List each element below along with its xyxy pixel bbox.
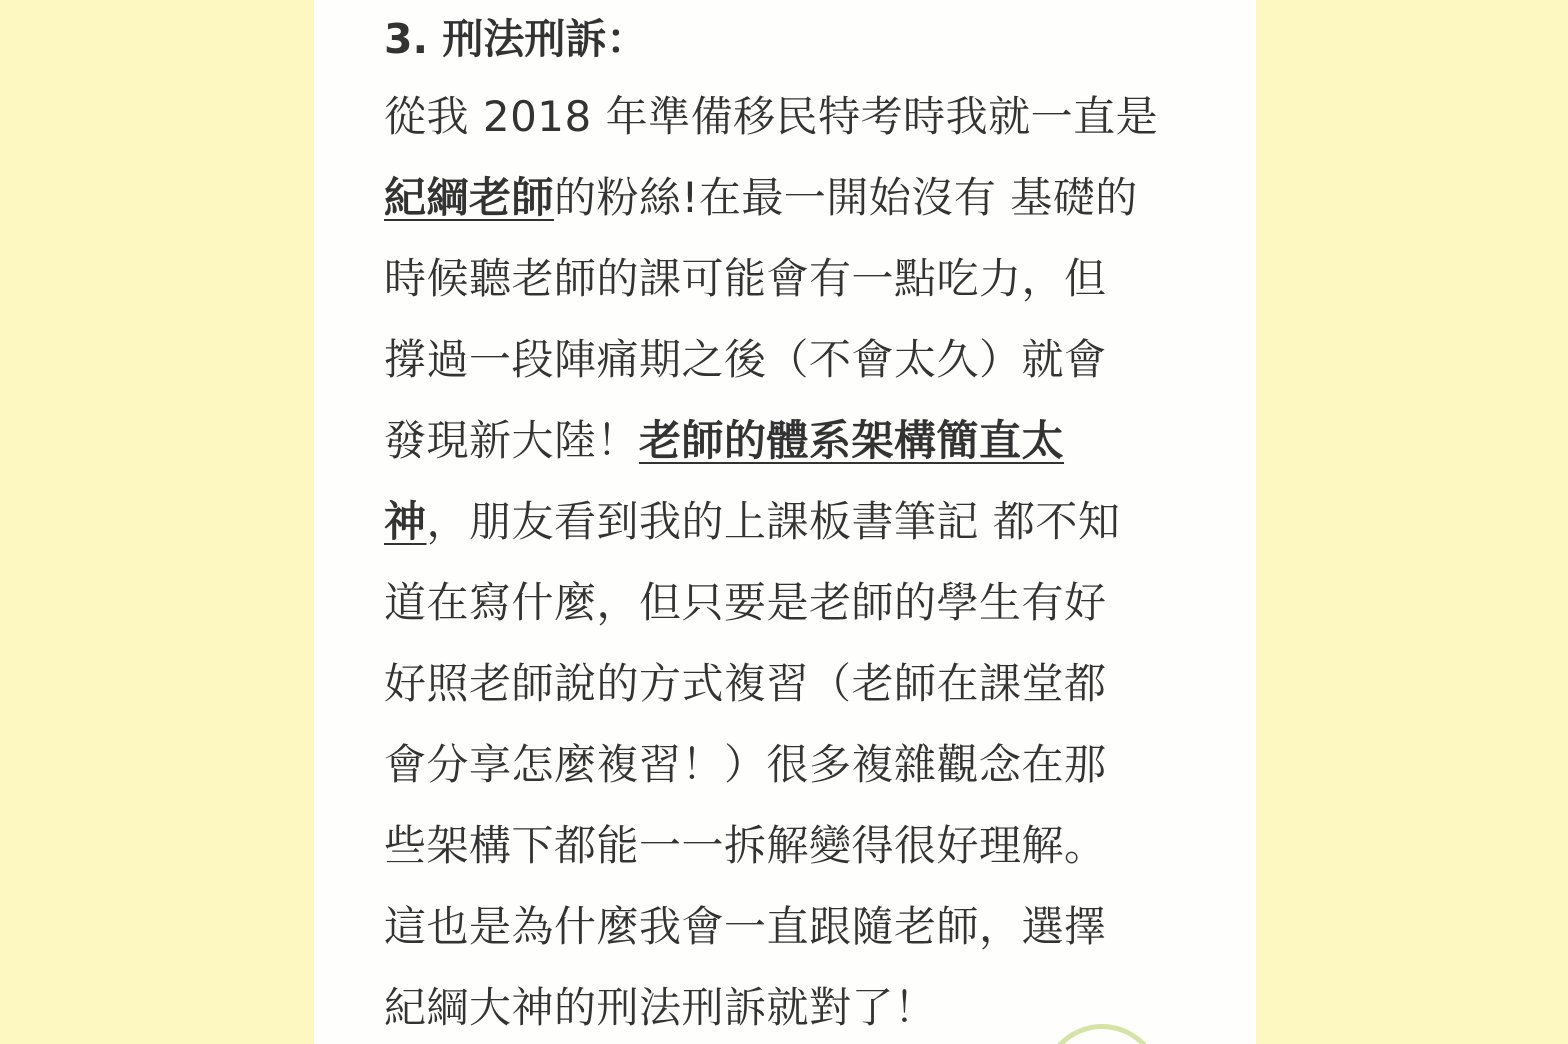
paragraph-line-11: 這也是為什麼我會一直跟隨老師，選擇 — [384, 902, 1107, 951]
paragraph-line-5 — [384, 400, 1064, 481]
paragraph-line-8: 好照老師說的方式複習（老師在課堂都 — [384, 659, 1107, 708]
system-praise-highlight: 老師的體系架構簡直太 — [639, 416, 1065, 465]
paragraph-line-5-text: 發現新大陸！ — [384, 416, 640, 465]
paragraph-line-7: 道在寫什麼，但只要是老師的學生有好 — [384, 578, 1107, 627]
section-heading: 3. 刑法刑訴： — [384, 15, 648, 63]
paragraph-line-6 — [384, 481, 1120, 562]
paragraph-line-1: 從我 2018 年準備移民特考時我就一直是 — [384, 92, 1159, 141]
teacher-name-highlight: 紀綱老師 — [384, 173, 555, 222]
paragraph-line-10: 些架構下都能一一拆解變得很好理解。 — [384, 821, 1107, 870]
article-card — [314, 0, 1256, 1044]
paragraph-line-12: 紀綱大神的刑法刑訴就對了！ — [384, 983, 937, 1032]
paragraph-line-4: 撐過一段陣痛期之後（不會太久）就會 — [384, 335, 1107, 384]
paragraph-line-6-text: ，朋友看到我的上課板書筆記 都不知 — [426, 497, 1121, 546]
paragraph-line-3: 時候聽老師的課可能會有一點吃力，但 — [384, 254, 1107, 303]
paragraph-line-2 — [384, 157, 1138, 238]
paragraph-line-2-text: 的粉絲!在最一開始沒有 基礎的 — [554, 173, 1138, 222]
system-praise-highlight-end: 神 — [384, 497, 427, 546]
paragraph-line-9: 會分享怎麼複習！）很多複雜觀念在那 — [384, 740, 1107, 789]
